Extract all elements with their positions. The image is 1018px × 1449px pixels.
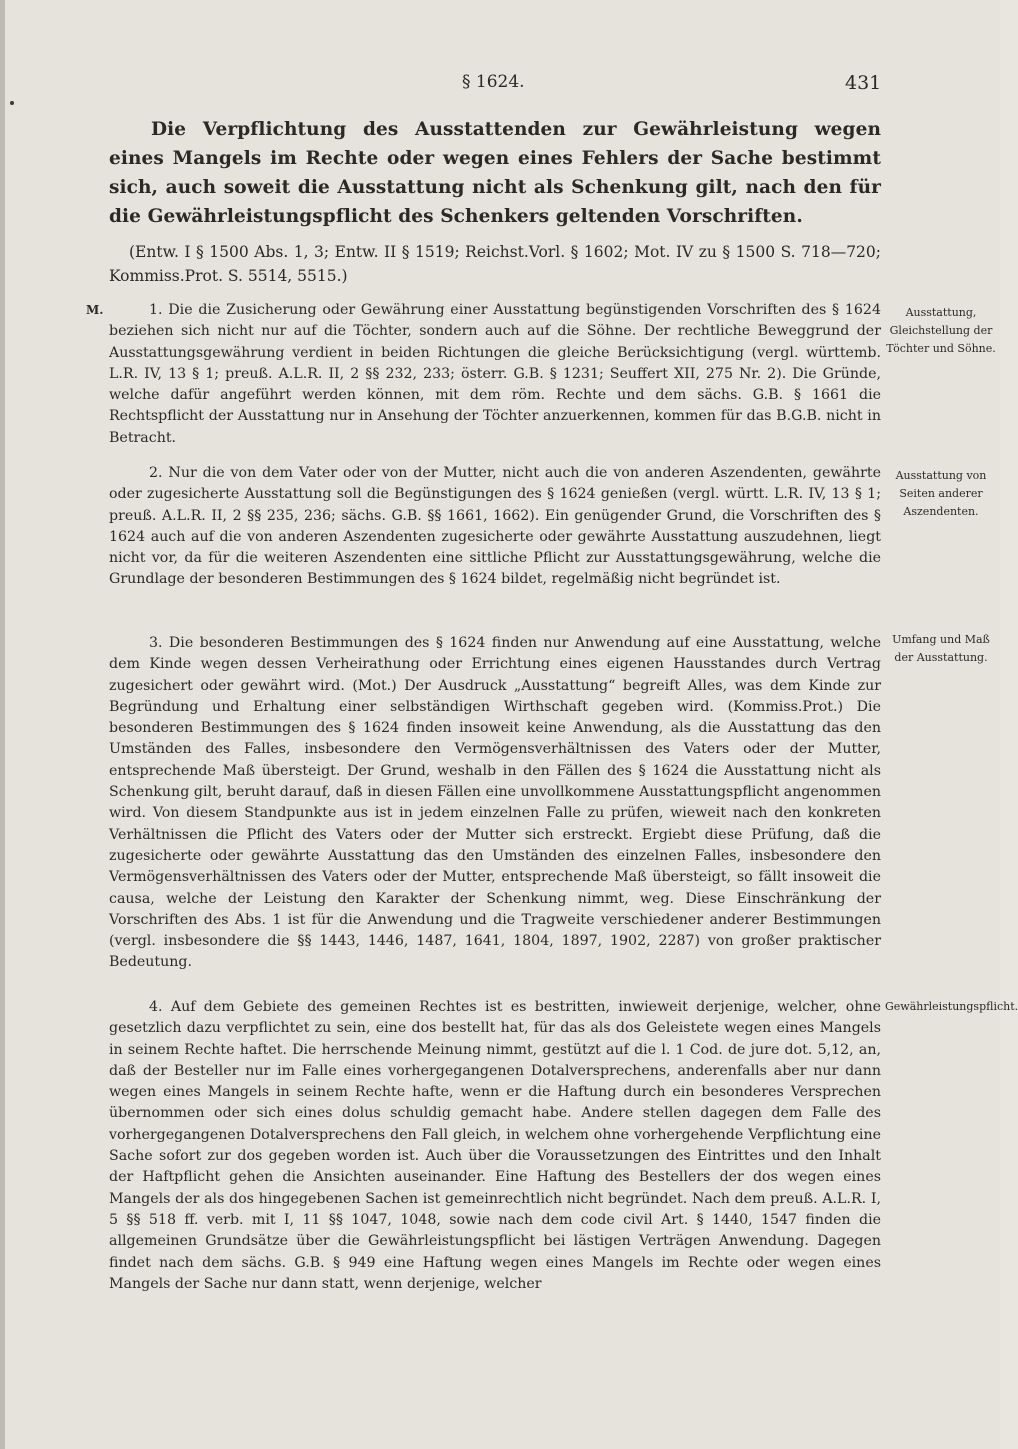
statute-text: Die Verpflichtung des Ausstattenden zur Gewährleistung wegen eines Mangels im Rechte oder wegen eines Fehlers der Sache bestimmt sich, auch soweit die Ausstattung nicht als Schenkung gilt, nach den für die Gewährleistungspflicht des Schenkers geltenden Vorschriften. xyxy=(109,119,881,227)
page-header xyxy=(0,72,1000,98)
sidenote-2: Ausstattung von Seiten anderer Aszendenten. xyxy=(895,469,987,518)
sidenote-1: Ausstattung, Gleichstellung der Töchter und Söhne. xyxy=(886,306,996,355)
motive-label: M. xyxy=(86,303,104,317)
paragraph-3: 3. Die besonderen Bestimmungen des § 1624 finden nur Anwendung auf eine Ausstattung, welche dem Kinde wegen dessen Verheirathung oder Errichtung eines eigenen Hausstandes durch Vertrag zugesichert oder gewährt wird. (Mot.) Der Ausdruck „Ausstattung“ begreift Alles, was dem Kinde zur Begründung und Erhaltung einer selbständigen Wirthschaft gegeben wird. (Kommiss.Prot.) Die besonderen Bestimmungen des § 1624 finden insoweit keine Anwendung, als die Ausstattung das den Umständen des Falles, insbesondere den Vermögensverhältnissen des Vaters oder der Mutter, entsprechende Maß übersteigt. Der Grund, weshalb in den Fällen des § 1624 die Ausstattung nicht als Schenkung gilt, beruht darauf, daß in diesen Fällen eine unvollkommene Ausstattungspflicht angenommen wird. Von diesem Standpunkte aus ist in jedem einzelnen Falle zu prüfen, wieweit nach den konkreten Verhältnissen die Pflicht des Vaters oder der Mutter sich erstreckt. Ergiebt diese Prüfung, daß die zugesicherte oder gewährte Ausstattung das den Umständen des einzelnen Falles, insbesondere den Vermögensverhältnissen des Vaters oder der Mutter, entsprechende Maß übersteigt, so fällt insoweit die causa, welche der Leistung den Karakter der Schenkung nimmt, weg. Diese Einschränkung der Vorschriften des Abs. 1 ist für die Anwendung und die Tragweite verschiedener anderer Bestimmungen (vergl. insbesondere die §§ 1443, 1446, 1487, 1641, 1804, 1897, 1902, 2287) von großer praktischer Bedeutung. xyxy=(109,635,881,971)
margin-dot xyxy=(10,101,14,105)
commentary-body xyxy=(109,300,881,1295)
page-number: 431 xyxy=(845,72,882,94)
section-heading: § 1624. xyxy=(462,72,525,92)
references: (Entw. I § 1500 Abs. 1, 3; Entw. II § 1519; Reichst.Vorl. § 1602; Mot. IV zu § 1500 S. 718—720; Kommiss.Prot. S. 5514, 5515.) xyxy=(109,243,881,285)
sidenote-4: Gewährleistungspflicht. xyxy=(885,1000,1018,1013)
paragraph-1: 1. Die die Zusicherung oder Gewährung einer Ausstattung begünstigenden Vorschriften des § 1624 beziehen sich nicht nur auf die Töchter, sondern auch auf die Söhne. Der rechtliche Beweggrund der Ausstattungsgewährung verdient in beiden Richtungen die gleiche Berücksichtigung (vergl. württemb. L.R. IV, 13 § 1; preuß. A.L.R. II, 2 §§ 232, 233; österr. G.B. § 1231; Seuffert XII, 275 Nr. 2). Die Gründe, welche dafür angeführt werden können, mit dem röm. Rechte und dem sächs. G.B. § 1661 die Rechtspflicht der Ausstattung nur in Ansehung der Töchter anzuerkennen, kommen für das B.G.B. nicht in Betracht. xyxy=(109,302,881,446)
paragraph-2: 2. Nur die von dem Vater oder von der Mutter, nicht auch die von anderen Aszendenten, gewährte oder zugesicherte Ausstattung soll die Begünstigungen des § 1624 genießen (vergl. württ. L.R. IV, 13 § 1; preuß. A.L.R. II, 2 §§ 235, 236; sächs. G.B. §§ 1661, 1662). Ein genügender Grund, die Vorschriften des § 1624 auch auf die von anderen Aszendenten zugesicherte oder gewährte Ausstattung auszudehnen, liegt nicht vor, da für die weiteren Aszendenten eine sittliche Pflicht zur Ausstattungsgewährung, welche die Grundlage der besonderen Bestimmungen des § 1624 bildet, regelmäßig nicht begründet ist. xyxy=(109,465,881,588)
page-edge xyxy=(0,0,5,1449)
sidenote-3: Umfang und Maß der Ausstattung. xyxy=(892,633,990,664)
paragraph-4: 4. Auf dem Gebiete des gemeinen Rechtes ist es bestritten, inwieweit derjenige, welcher, ohne gesetzlich dazu verpflichtet zu sein, eine dos bestellt hat, für das als dos Geleistete wegen eines Mangels in seinem Rechte haftet. Die herrschende Meinung nimmt, gestützt auf die l. 1 Cod. de jure dot. 5,12, an, daß der Besteller nur im Falle eines vorhergegangenen Dotalversprechens, anderenfalls aber nur dann wegen eines Mangels in seinem Rechte hafte, wenn er die Haftung durch ein besonderes Versprechen übernommen oder sich eines dolus schuldig gemacht habe. Andere stellen dagegen dem Falle des vorhergegangenen Dotalversprechens den Fall gleich, in welchem ohne vorhergehende Verpflichtung eine Sache sofort zur dos gegeben worden ist. Auch über die Voraussetzungen des Eintrittes und den Inhalt der Haftpflicht gehen die Ansichten auseinander. Eine Haftung des Bestellers der dos wegen eines Mangels der als dos hingegebenen Sachen ist gemeinrechtlich nicht begründet. Nach dem preuß. A.L.R. I, 5 §§ 518 ff. verb. mit I, 11 §§ 1047, 1048, sowie nach dem code civil Art. § 1440, 1547 finden die allgemeinen Grundsätze über die Gewährleistungspflicht bei lästigen Verträgen Anwendung. Dagegen findet nach dem sächs. G.B. § 949 eine Haftung wegen eines Mangels im Rechte oder wegen eines Mangels der Sache nur dann statt, wenn derjenige, welcher xyxy=(109,999,881,1292)
